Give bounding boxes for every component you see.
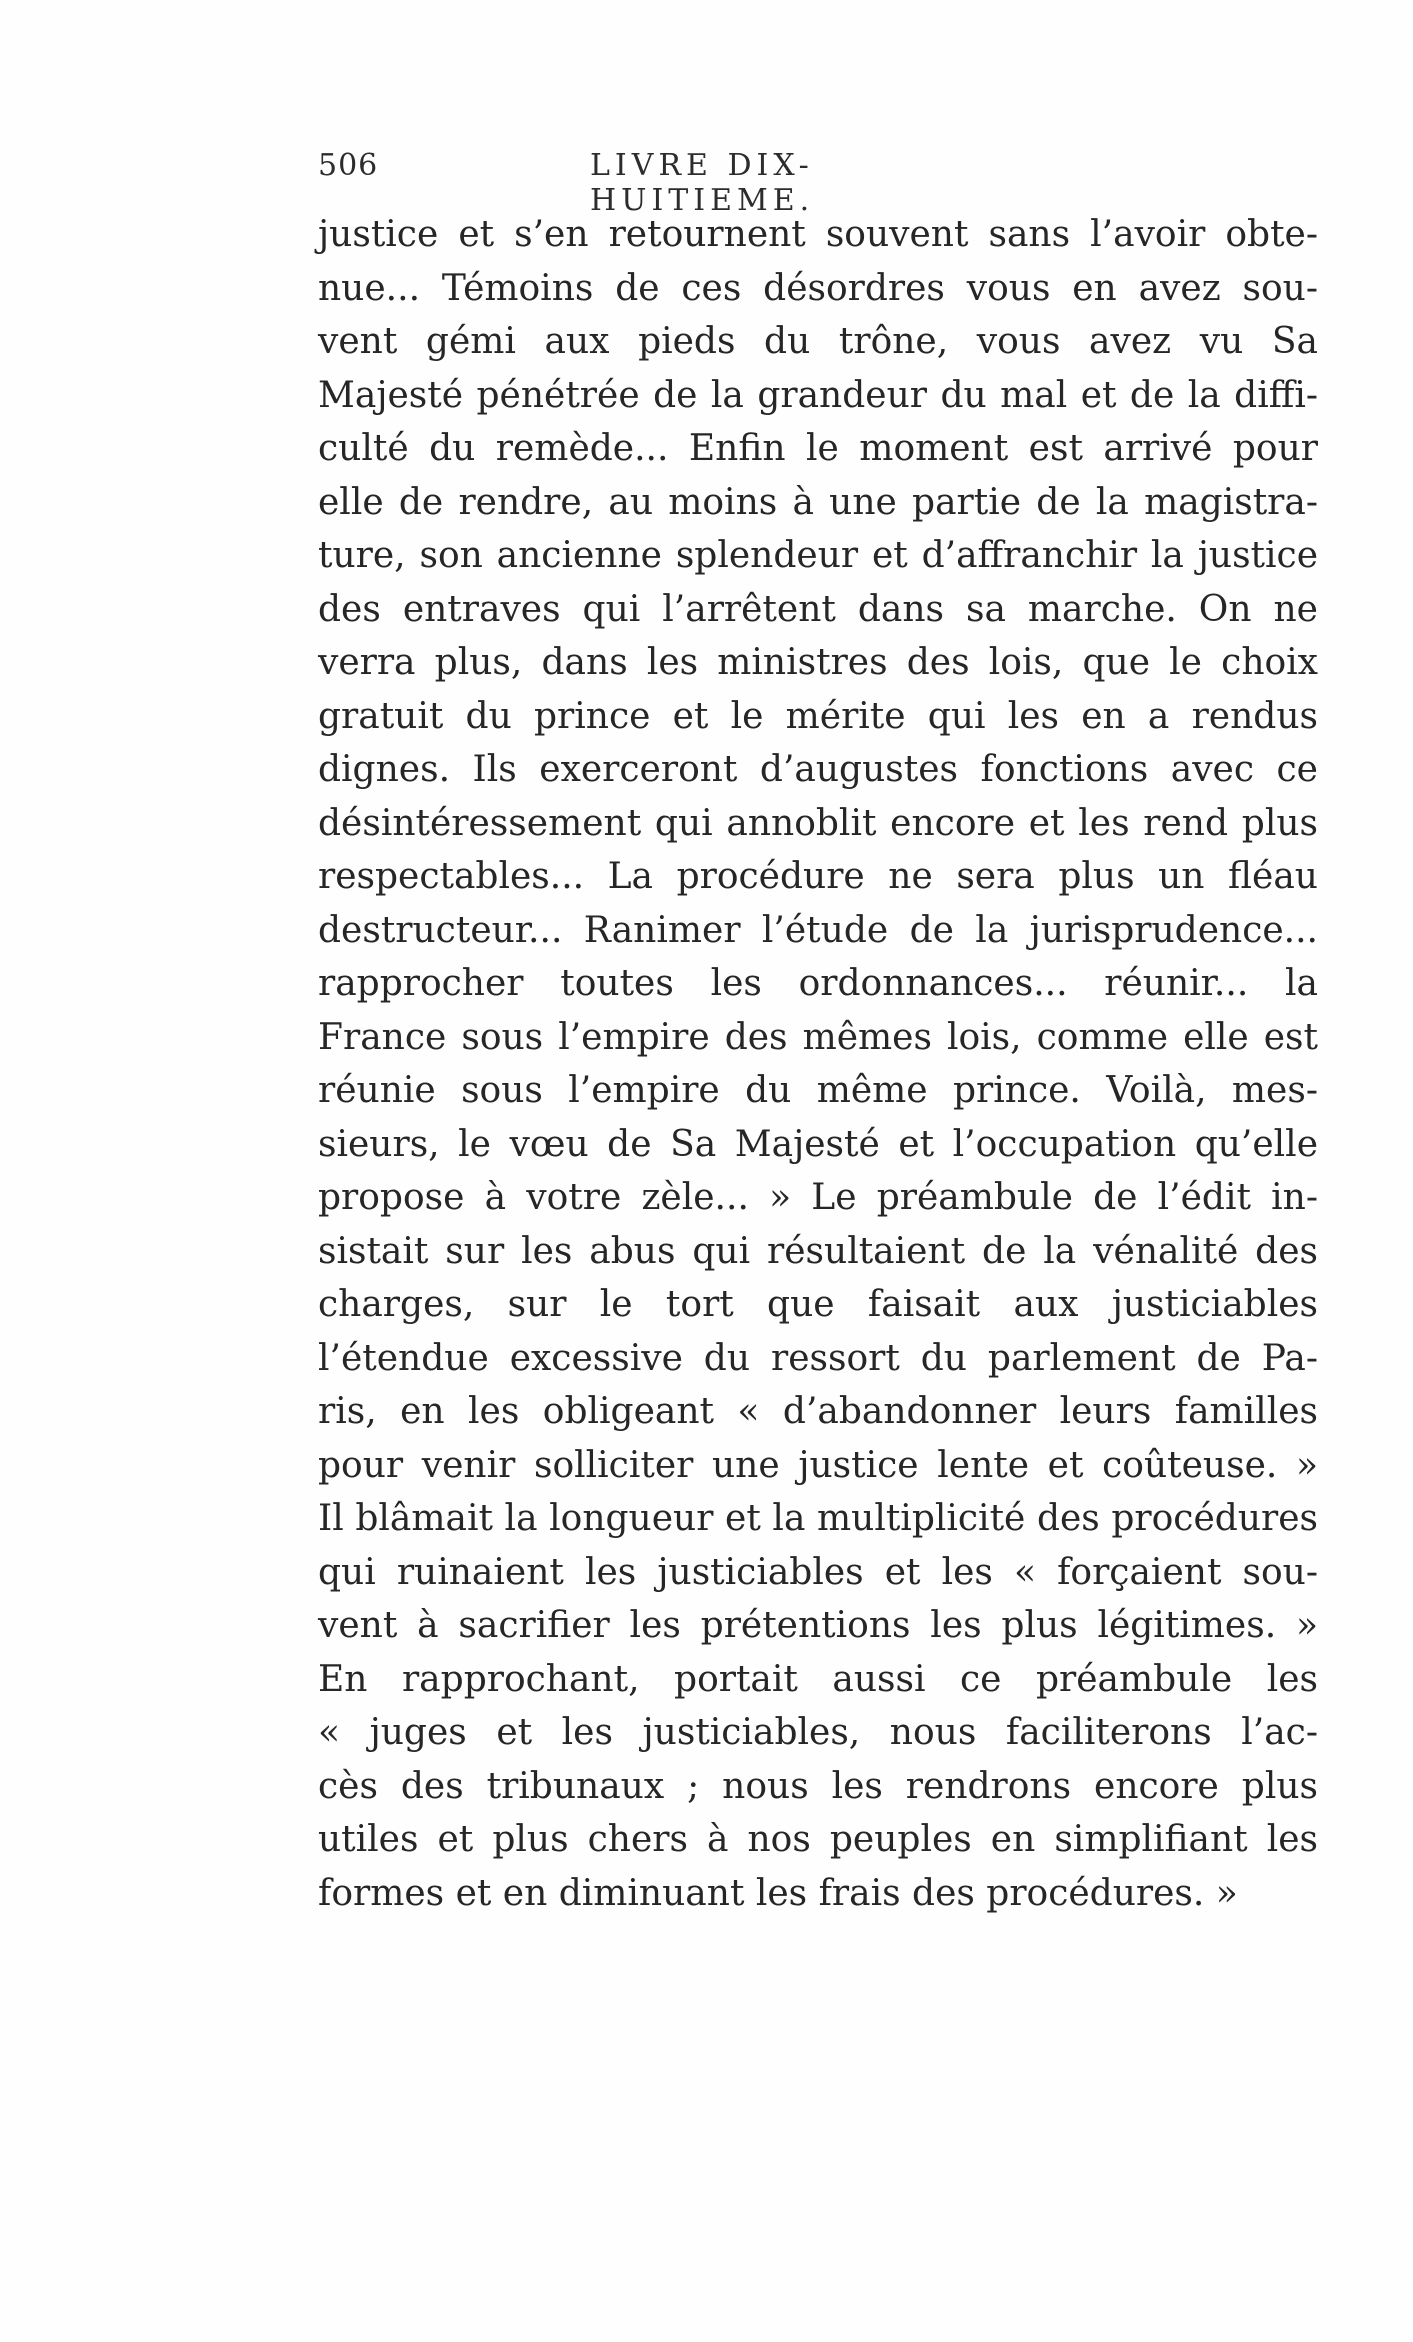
text-line: France sous l’empire des mêmes lois, comme elle est xyxy=(318,1016,1318,1058)
chapter-heading: LIVRE DIX-HUITIEME. xyxy=(590,148,815,218)
text-line: l’étendue excessive du ressort du parlement de Pa- xyxy=(318,1337,1318,1379)
text-line: destructeur... Ranimer l’étude de la jurisprudence... xyxy=(318,909,1318,951)
text-line: propose à votre zèle... » Le préambule de l’édit in- xyxy=(318,1177,1318,1218)
text-line: Il blâmait la longueur et la multiplicité des procédures xyxy=(318,1498,1318,1539)
text-line: des entraves qui l’arrêtent dans sa marche. On ne xyxy=(318,588,1318,630)
text-line: respectables... La procédure ne sera plus un fléau xyxy=(318,856,1318,897)
text-line: utiles et plus chers à nos peuples en simplifiant les xyxy=(318,1819,1318,1860)
text-line: Majesté pénétrée de la grandeur du mal et de la diffi- xyxy=(318,374,1318,416)
text-line: ris, en les obligeant « d’abandonner leurs familles xyxy=(318,1391,1318,1432)
text-line: elle de rendre, au moins à une partie de la magistra- xyxy=(318,481,1318,523)
text-line: charges, sur le tort que faisait aux justiciables xyxy=(318,1284,1318,1325)
running-head xyxy=(318,148,1018,218)
text-line: gratuit du prince et le mérite qui les en a rendus xyxy=(318,695,1318,737)
text-line: verra plus, dans les ministres des lois, que le choix xyxy=(318,642,1318,683)
text-line: qui ruinaient les justiciables et les « forçaient sou- xyxy=(318,1551,1318,1593)
text-line: En rapprochant, portait aussi ce préambule les xyxy=(318,1658,1318,1700)
text-line: culté du remède... Enfin le moment est arrivé pour xyxy=(318,428,1318,469)
body-text xyxy=(318,208,1318,1920)
text-line: justice et s’en retournent souvent sans l’avoir obte- xyxy=(318,214,1318,255)
text-line: réunie sous l’empire du même prince. Voilà, mes- xyxy=(318,1070,1318,1111)
text-line: sistait sur les abus qui résultaient de la vénalité des xyxy=(318,1230,1318,1272)
text-line: dignes. Ils exerceront d’augustes fonctions avec ce xyxy=(318,749,1318,790)
text-line: cès des tribunaux ; nous les rendrons encore plus xyxy=(318,1765,1318,1807)
text-line: vent à sacrifier les prétentions les plus légitimes. » xyxy=(318,1605,1318,1646)
text-line: désintéressement qui annoblit encore et les rend plus xyxy=(318,802,1318,844)
text-line: vent gémi aux pieds du trône, vous avez vu Sa xyxy=(318,321,1318,362)
text-line: pour venir solliciter une justice lente et coûteuse. » xyxy=(318,1444,1318,1486)
page-number: 506 xyxy=(318,148,379,183)
text-line: formes et en diminuant les frais des procédures. » xyxy=(318,1872,1238,1914)
text-line: ture, son ancienne splendeur et d’affranchir la justice xyxy=(318,535,1318,576)
text-line: « juges et les justiciables, nous faciliterons l’ac- xyxy=(318,1712,1318,1753)
text-line: rapprocher toutes les ordonnances... réunir... la xyxy=(318,963,1318,1004)
text-line: nue... Témoins de ces désordres vous en avez sou- xyxy=(318,267,1318,309)
text-line: sieurs, le vœu de Sa Majesté et l’occupation qu’elle xyxy=(318,1123,1318,1165)
